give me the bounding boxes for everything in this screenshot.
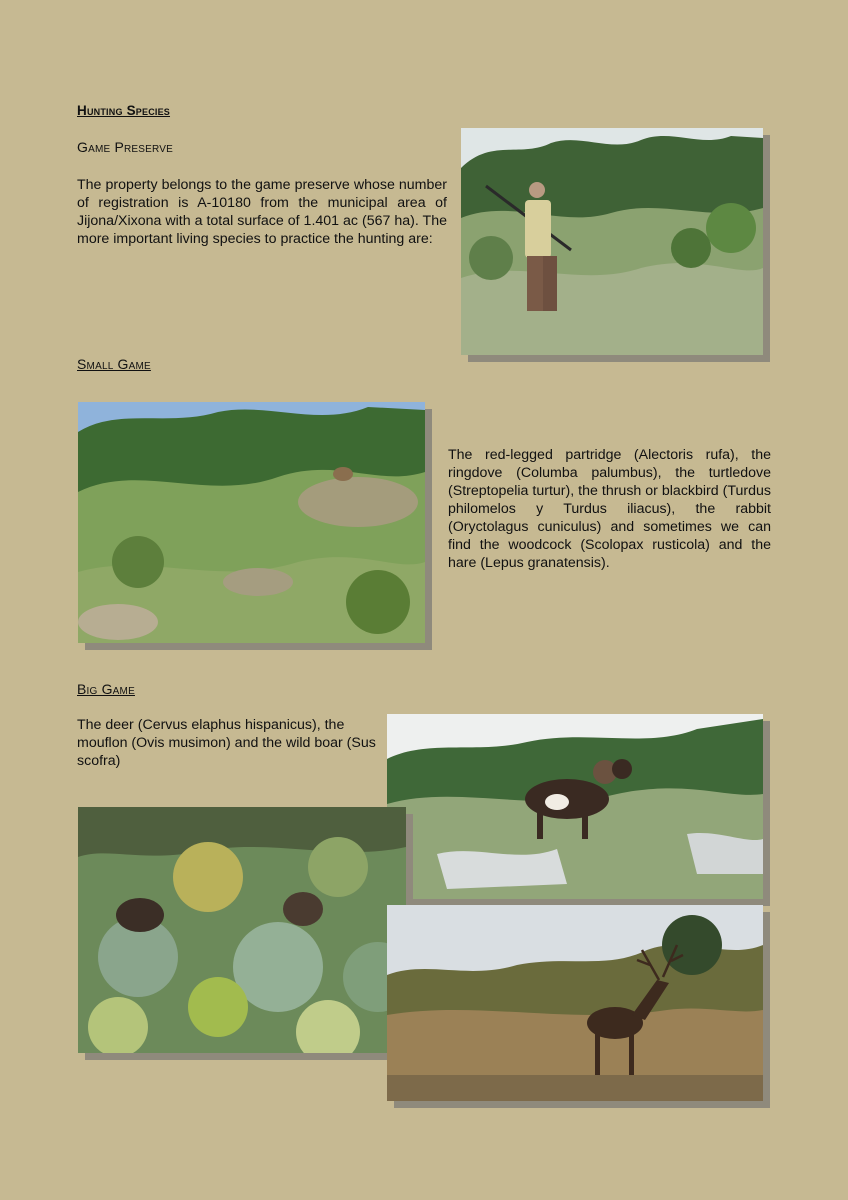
partridge-photo [78, 402, 425, 643]
big-game-text: The deer (Cervus elaphus hispanicus), the mouflon (Ovis musimon) and the wild boar (Sus scofra) [77, 717, 376, 769]
game-preserve-text: The property belongs to the game preserve whose number of registration is A-10180 from the municipal area of Jijona/Xixona with a total surface of 1.401 ac (567 ha). The more important living species to practice the hunting are: [77, 177, 447, 247]
hunter-photo [461, 128, 763, 355]
game-preserve-heading: Game Preserve [77, 139, 173, 155]
mouflon-photo [387, 714, 763, 899]
deer-photo [387, 905, 763, 1101]
wild-boar-photo [78, 807, 406, 1053]
small-game-text: The red-legged partridge (Alectoris rufa), the ringdove (Columba palumbus), the turtledove (Streptopelia turtur), the thrush or blackbird (Turdus philomelos y Turdus iliacus), the rabbit (Oryctolagus cuniculus) and sometimes we can find the woodcock (Scolopax rusticola) and the hare (Lepus granatensis). [448, 447, 771, 571]
small-game-heading: Small Game [77, 356, 151, 372]
section-title: Hunting Species [77, 103, 171, 118]
big-game-heading: Big Game [77, 681, 135, 697]
